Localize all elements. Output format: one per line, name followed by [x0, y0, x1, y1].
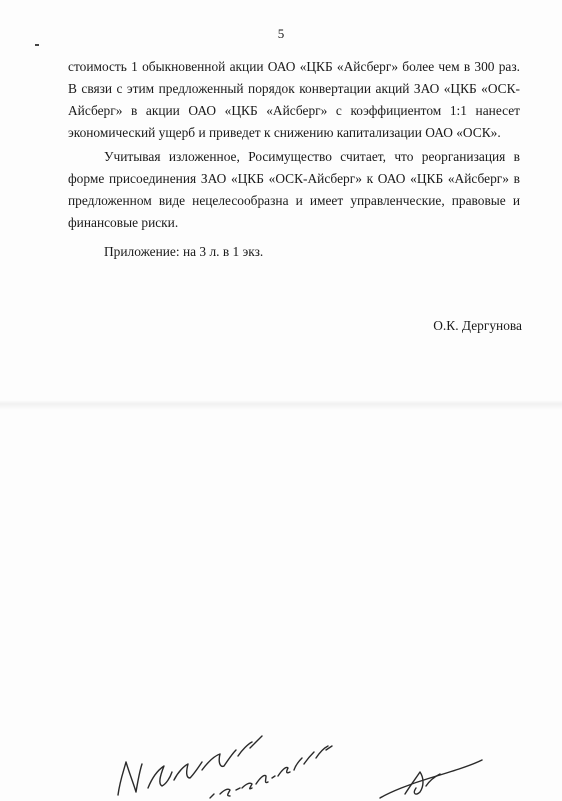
paragraph-text: стоимость 1 обыкновенной акции ОАО «ЦКБ «Айсберг» более чем в 300 раз. В связи с этим предложенный порядок конвертации акций ЗАО «ЦКБ «ОСК-Айсберг» в акции ОАО «ЦКБ «Айсберг» с коэффициентом 1:1 нанесет экономический ущерб и приведет к снижению капитализации ОАО «ОСК». [68, 59, 520, 140]
attachment-line [68, 241, 520, 263]
paragraph-text: Учитывая изложенное, Росимущество считает, что реорганизация в форме присоединения ЗАО «ЦКБ «ОСК-Айсберг» к ОАО «ЦКБ «Айсберг» в предложенном виде нецелесообразна и имеет управленческие, правовые и финансовые риски. [68, 149, 520, 230]
scan-mark [35, 44, 39, 46]
signatory-name: О.К. Дергунова [433, 318, 522, 333]
paragraph-conclusion [68, 146, 520, 234]
handwritten-signature [90, 700, 490, 801]
page-number: 5 [277, 26, 285, 41]
paragraph-conversion-damage [68, 56, 520, 144]
attachment-text: Приложение: на 3 л. в 1 экз. [104, 244, 264, 259]
